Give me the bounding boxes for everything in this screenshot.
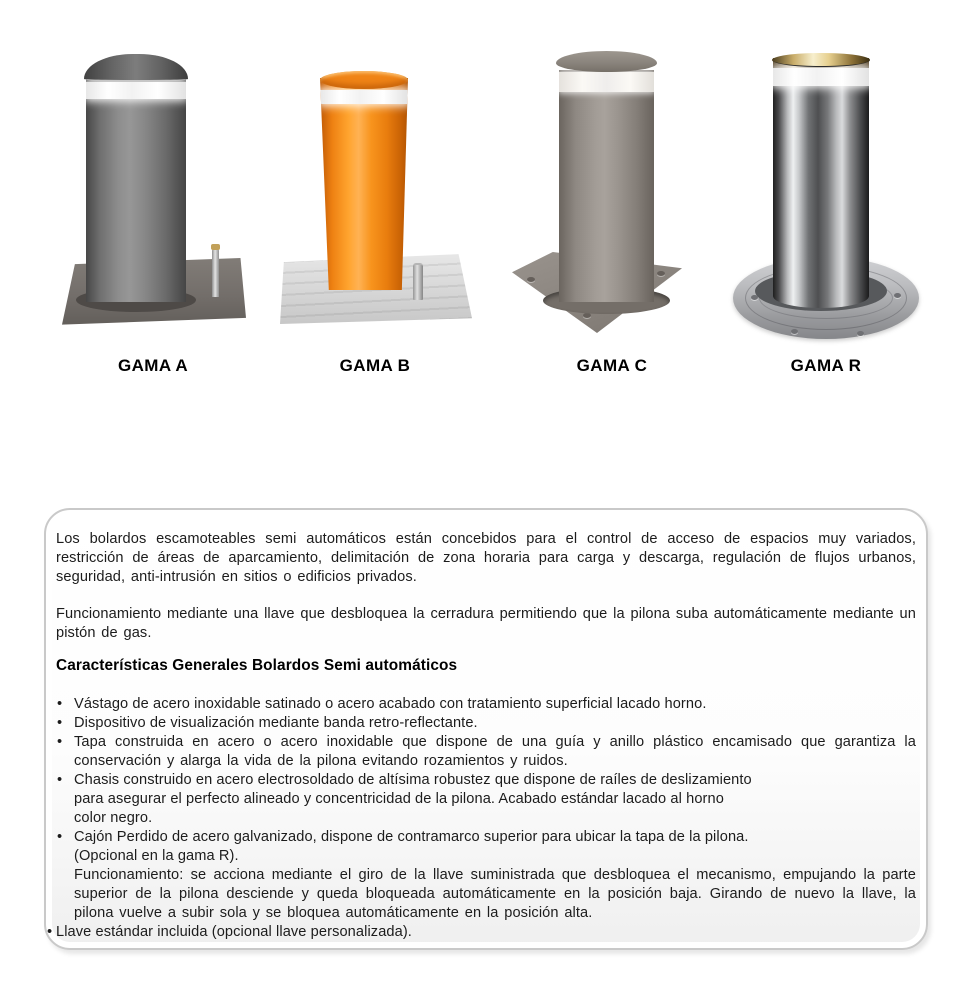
screw-hole [857,331,864,336]
screw-hole [657,271,665,276]
info-box [44,508,928,950]
list-item-text: para asegurar el perfecto alineado y concentricidad de la pilona. Acabado estándar lacado al horno [74,791,724,807]
list-item-text: color negro. [74,810,153,826]
bollard-cap [772,53,870,67]
bollard-shaft [773,58,869,308]
product-gama-b [270,45,480,376]
list-item-text: • Dispositivo de visualización mediante banda retro-reflectante. [74,715,478,731]
bollard-top-rim [320,71,408,89]
list-item [57,828,916,923]
screw-hole [583,313,591,318]
list-item-text: (Opcional en la gama R). [74,848,239,864]
product-photo-gama-a [48,45,258,345]
list-item-text: • Tapa construida en acero o acero inoxidable que dispone de una guía y anillo plástico encamisado que garantiza la conservación y alarga la vida de la pilona evitando rozamientos y ruidos. [74,734,916,769]
feature-list [56,695,916,942]
list-item [57,771,916,828]
product-gama-a [48,45,258,376]
list-item [57,714,916,733]
section-heading: Características Generales Bolardos Semi automáticos [56,657,458,674]
bollard-shaft [86,78,186,302]
lock-cylinder [413,263,423,300]
list-item-text: • Cajón Perdido de acero galvanizado, dispone de contramarco superior para ubicar la tapa de la pilona. [74,829,749,845]
product-gama-c [507,45,717,376]
screw-hole [527,277,535,282]
list-item-text: • Llave estándar incluida (opcional llave personalizada). [56,924,412,940]
intro-paragraph-1: Los bolardos escamoteables semi automáticos están concebidos para el control de acceso de espacios muy variados, restricción de áreas de aparcamiento, delimitación de zona horaria para carga y descarga, regulación de flujos urbanos, seguridad, anti-intrusión en sitios o edificios privados. [56,531,916,585]
bollard-cap [84,54,188,82]
list-item-text: • Chasis construido en acero electrosoldado de altísima robustez que dispone de raíles de deslizamiento [74,772,752,788]
lock-cylinder [212,249,219,297]
product-gama-r [721,45,931,376]
list-item-text: • Vástago de acero inoxidable satinado o acero acabado con tratamiento superficial lacado horno. [74,696,707,712]
bollard-shaft [559,70,654,302]
list-item-text: Funcionamiento: se acciona mediante el giro de la llave suministrada que desbloquea el mecanismo, empujando la parte superior de la pilona desciende y queda bloqueada automáticamente en la posición baja. Girando de nuevo la llave, la pilona vuelve a subir sola y se bloquea automáticamente en la posición alta. [74,867,916,921]
bollard-shaft [320,78,408,290]
product-photo-gama-b [270,45,480,345]
reflective-band [559,72,654,92]
list-item [47,923,916,942]
product-photo-gama-c [507,45,717,345]
list-item [57,733,916,771]
product-label: GAMA R [790,356,862,375]
product-label: GAMA C [576,356,648,375]
reflective-band [773,68,869,86]
screw-hole [791,329,798,334]
reflective-band [320,90,408,104]
product-photo-gama-r [721,45,931,345]
product-label: GAMA B [339,356,411,375]
list-item [57,695,916,714]
intro-paragraph-2: Funcionamiento mediante una llave que desbloquea la cerradura permitiendo que la pilona suba automáticamente mediante un pistón de gas. [56,606,916,641]
reflective-band [86,82,186,99]
product-label: GAMA A [117,356,189,375]
bollard-cap [556,51,657,72]
screw-hole [894,293,901,298]
